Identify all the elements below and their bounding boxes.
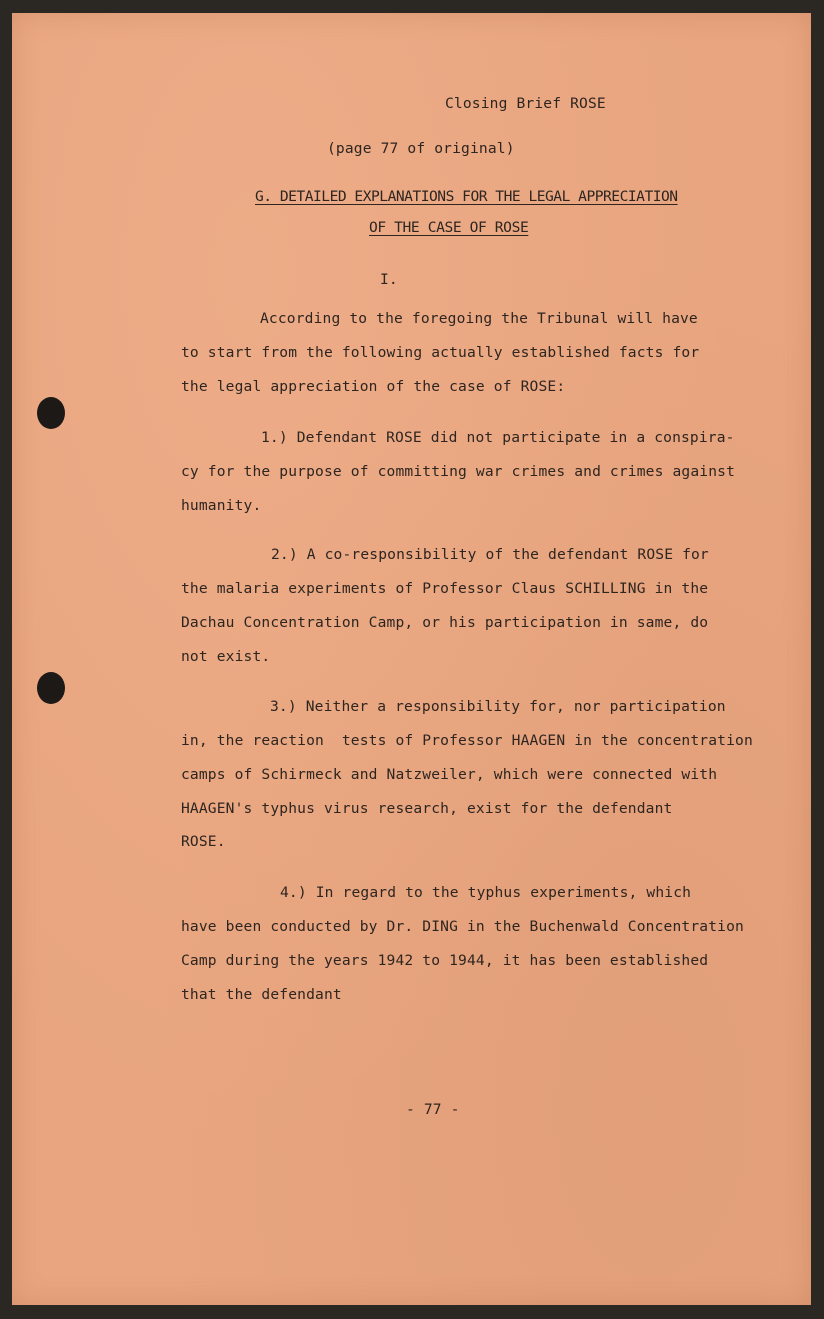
item-line: 4.) In regard to the typhus experiments, which (280, 884, 692, 901)
heading-line-1: G. DETAILED EXPLANATIONS FOR THE LEGAL APPRECIATION (255, 188, 678, 205)
item-line: HAAGEN's typhus virus research, exist for the defendant (181, 800, 673, 817)
section-number: I. (380, 271, 398, 288)
page-number: - 77 - (406, 1101, 460, 1118)
item-line: have been conducted by Dr. DING in the Buchenwald Concentration (181, 918, 744, 935)
page-reference: (page 77 of original) (327, 140, 515, 157)
item-line: 3.) Neither a responsibility for, nor participation (270, 698, 726, 715)
item-line: that the defendant (181, 986, 342, 1003)
document-page (12, 13, 811, 1305)
intro-line: According to the foregoing the Tribunal will have (260, 310, 698, 327)
item-line: the malaria experiments of Professor Claus SCHILLING in the (181, 580, 709, 597)
punch-hole (37, 672, 65, 704)
intro-line: the legal appreciation of the case of ROSE: (181, 378, 566, 395)
item-line: cy for the purpose of committing war crimes and crimes against (181, 463, 736, 480)
item-line: ROSE. (181, 833, 226, 850)
intro-line: to start from the following actually established facts for (181, 344, 700, 361)
item-line: in, the reaction tests of Professor HAAGEN in the concentration (181, 732, 753, 749)
item-line: 1.) Defendant ROSE did not participate in a conspira- (261, 429, 735, 446)
brief-title: Closing Brief ROSE (445, 95, 606, 112)
item-line: Camp during the years 1942 to 1944, it has been established (181, 952, 709, 969)
item-line: humanity. (181, 497, 262, 514)
item-line: not exist. (181, 648, 271, 665)
item-line: 2.) A co-responsibility of the defendant ROSE for (271, 546, 709, 563)
heading-line-2: OF THE CASE OF ROSE (369, 219, 529, 236)
item-line: Dachau Concentration Camp, or his participation in same, do (181, 614, 709, 631)
item-line: camps of Schirmeck and Natzweiler, which were connected with (181, 766, 718, 783)
punch-hole (37, 397, 65, 429)
